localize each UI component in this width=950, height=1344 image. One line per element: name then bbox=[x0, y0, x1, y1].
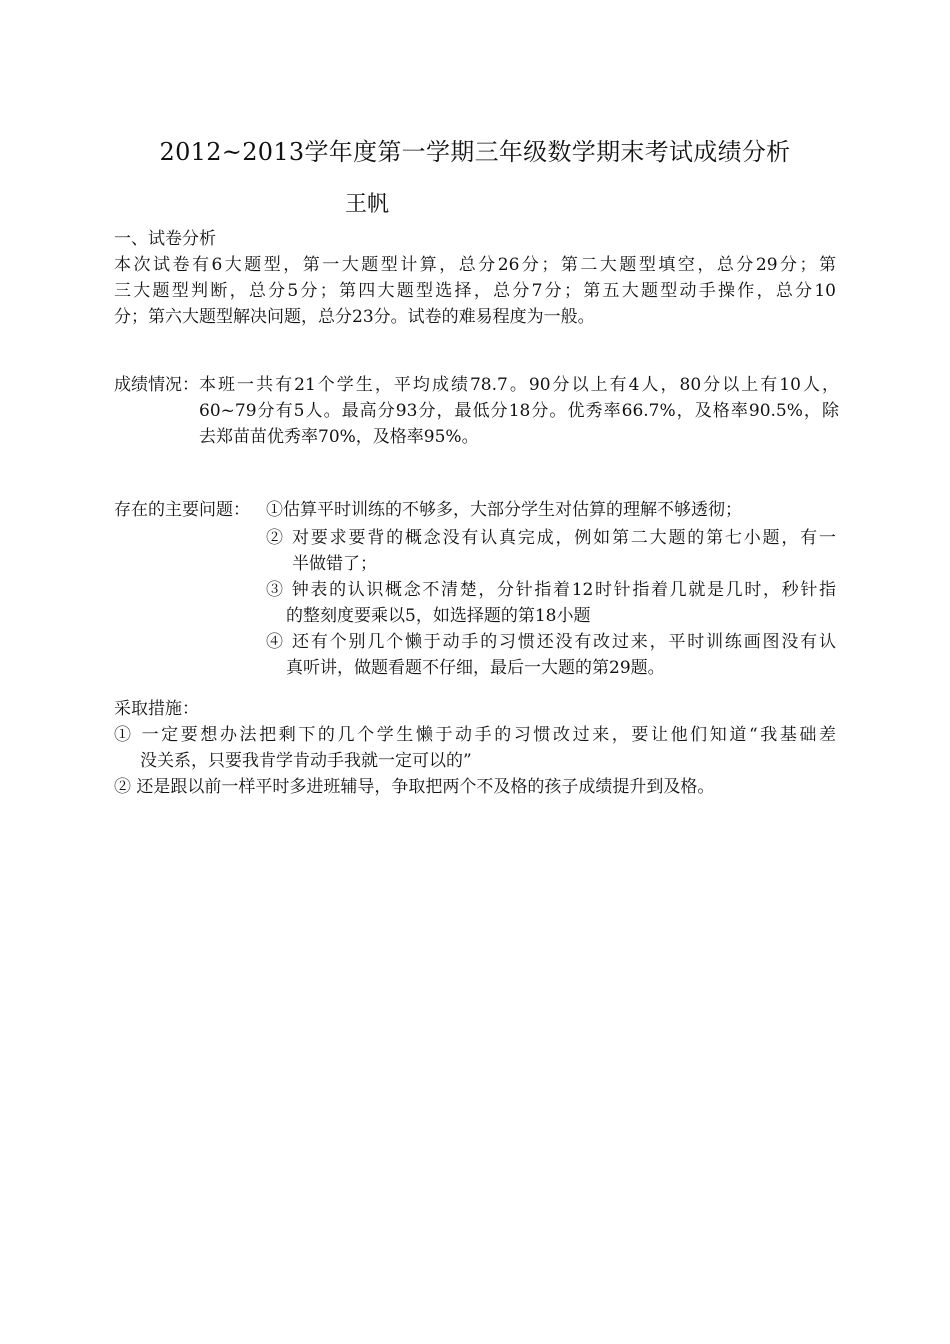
problems-label: 存在的主要问题： bbox=[114, 500, 250, 520]
list-item: ① 一定要想办法把剩下的几个学生懒于动手的习惯改过来，要让他们知道“我基础差 bbox=[114, 725, 836, 745]
paragraph-line: 60~79分有5人。最高分93分，最低分18分。优秀率66.7%，及格率90.5%，除 bbox=[199, 401, 839, 421]
section-heading: 采取措施： bbox=[114, 699, 199, 719]
paragraph-line: 去郑苗苗优秀率70%，及格率95%。 bbox=[199, 427, 479, 447]
problems-list bbox=[266, 497, 836, 681]
document-title: 2012~2013学年度第一学期三年级数学期末考试成绩分析 bbox=[159, 138, 791, 166]
measures-section bbox=[114, 696, 836, 800]
list-item: ①估算平时训练的不够多，大部分学生对估算的理解不够透彻； bbox=[266, 500, 742, 520]
list-item-continuation: 真听讲，做题看题不仔细，最后一大题的第29题。 bbox=[286, 658, 665, 678]
list-item: ② 还是跟以前一样平时多进班辅导，争取把两个不及格的孩子成绩提升到及格。 bbox=[114, 777, 715, 797]
section-heading: 一、试卷分析 bbox=[114, 229, 216, 249]
paragraph-line: 分；第六大题型解决问题，总分23分。试卷的难易程度为一般。 bbox=[114, 307, 595, 327]
list-item: ③ 钟表的认识概念不清楚，分针指着12时针指着几就是几时，秒针指 bbox=[266, 580, 836, 600]
list-item-continuation: 没关系，只要我肯学肯动手我就一定可以的” bbox=[140, 751, 472, 771]
list-item-continuation: 的整刻度要乘以5，如选择题的第18小题 bbox=[286, 606, 591, 626]
author-name: 王帆 bbox=[345, 192, 390, 217]
list-item: ② 对要求要背的概念没有认真完成，例如第二大题的第七小题，有一 bbox=[266, 528, 836, 548]
paragraph-line: 三大题型判断，总分5分；第四大题型选择，总分7分；第五大题型动手操作，总分10 bbox=[114, 281, 836, 301]
paper-analysis-section bbox=[114, 226, 836, 330]
scores-section bbox=[199, 372, 839, 450]
scores-label: 成绩情况： bbox=[114, 375, 199, 395]
paragraph-line: 本次试卷有6大题型，第一大题型计算，总分26分；第二大题型填空，总分29分；第 bbox=[114, 255, 836, 275]
list-item-continuation: 半做错了； bbox=[292, 554, 377, 574]
list-item: ④ 还有个别几个懒于动手的习惯还没有改过来，平时训练画图没有认 bbox=[266, 632, 836, 652]
paragraph-line: 本班一共有21个学生，平均成绩78.7。90分以上有4人，80分以上有10人， bbox=[199, 375, 839, 395]
